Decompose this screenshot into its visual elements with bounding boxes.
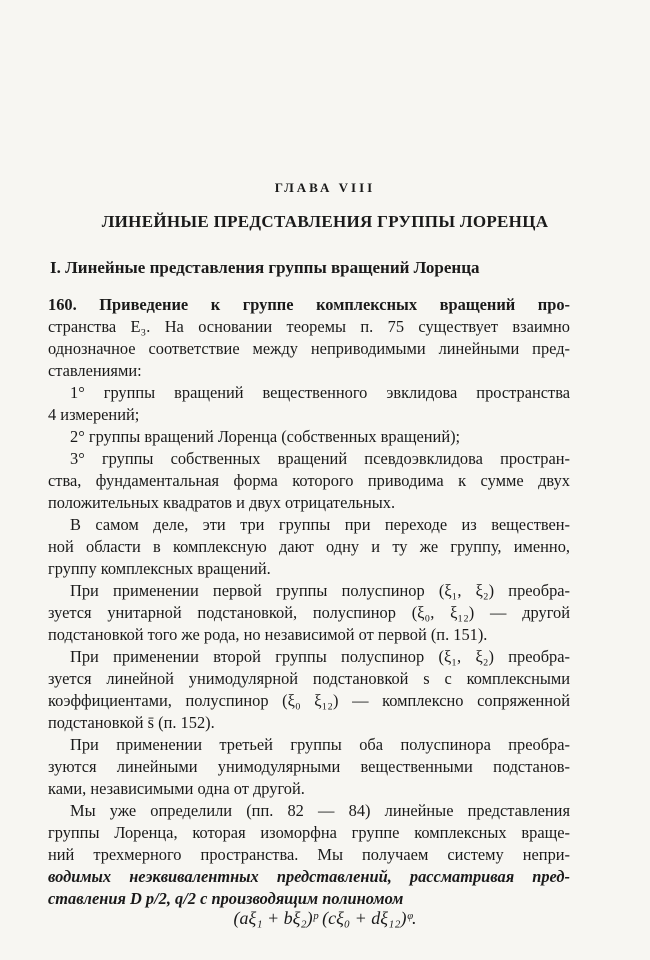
- chapter-label: ГЛАВА VIII: [274, 180, 376, 195]
- text-line: зуется унитарной подстановкой, полуспинор (ξ₀, ξ₁₂) — другой: [48, 603, 570, 622]
- text-line: 1° группы вращений вещественного эвклидова пространства: [70, 383, 570, 402]
- text-line: При применении первой группы полуспинор (ξ₁, ξ₂) преобра-: [70, 581, 570, 600]
- text-line: В самом деле, эти три группы при переходе из веществен-: [70, 515, 570, 534]
- text-line: группу комплексных вращений.: [48, 559, 271, 578]
- text-line: ной области в комплексную дают одну и ту же группу, именно,: [48, 537, 570, 556]
- text-line: ками, независимыми одна от другой.: [48, 779, 305, 798]
- text-line: однозначное соответствие между неприводимыми линейными пред-: [48, 339, 570, 358]
- text-line: При применении второй группы полуспинор (ξ₁, ξ₂) преобра-: [70, 647, 570, 666]
- text-line: ставлениями:: [48, 361, 142, 380]
- text-line: странства E₃. На основании теоремы п. 75 существует взаимно: [48, 317, 570, 336]
- text-line: группы Лоренца, которая изоморфна группе комплексных враще-: [48, 823, 570, 842]
- text-line: подстановкой того же рода, но независимой от первой (п. 151).: [48, 625, 488, 644]
- text-line: Мы уже определили (пп. 82 — 84) линейные представления: [70, 801, 570, 820]
- generating-polynomial-formula: (aξ₁ + bξ₂)ᵖ (cξ₀ + dξ₁₂)ᵠ.: [233, 908, 417, 928]
- text-line: зуется линейной унимодулярной подстановкой s с комплексными: [48, 669, 570, 688]
- text-line: 4 измерений;: [48, 405, 140, 424]
- text-line: водимых неэквивалентных представлений, рассматривая пред-: [48, 867, 570, 886]
- text-line: При применении третьей группы оба полуспинора преобра-: [70, 735, 570, 754]
- text-line: ний трехмерного пространства. Мы получаем систему непри-: [48, 845, 570, 864]
- text-line: подстановкой s̄ (п. 152).: [48, 713, 215, 732]
- text-line: ства, фундаментальная форма которого приводима к сумме двух: [48, 471, 570, 490]
- text-line: 2° группы вращений Лоренца (собственных вращений);: [70, 427, 461, 446]
- text-line: коэффициентами, полуспинор (ξ₀ ξ₁₂) — комплексно сопряженной: [48, 691, 570, 710]
- section-title: I. Линейные представления группы вращений Лоренца: [50, 258, 480, 277]
- chapter-title: ЛИНЕЙНЫЕ ПРЕДСТАВЛЕНИЯ ГРУППЫ ЛОРЕНЦА: [101, 212, 549, 231]
- text-line: 3° группы собственных вращений псевдоэвклидова простран-: [70, 449, 570, 468]
- text-line: ставления D p/2, q/2 с производящим полиномом: [48, 889, 404, 908]
- text-line: положительных квадратов и двух отрицательных.: [48, 493, 396, 512]
- text-line: 160. Приведение к группе комплексных вращений про-: [48, 295, 570, 314]
- text-line: зуются линейными унимодулярными вещественными подстанов-: [48, 757, 570, 776]
- body-text: [48, 294, 570, 910]
